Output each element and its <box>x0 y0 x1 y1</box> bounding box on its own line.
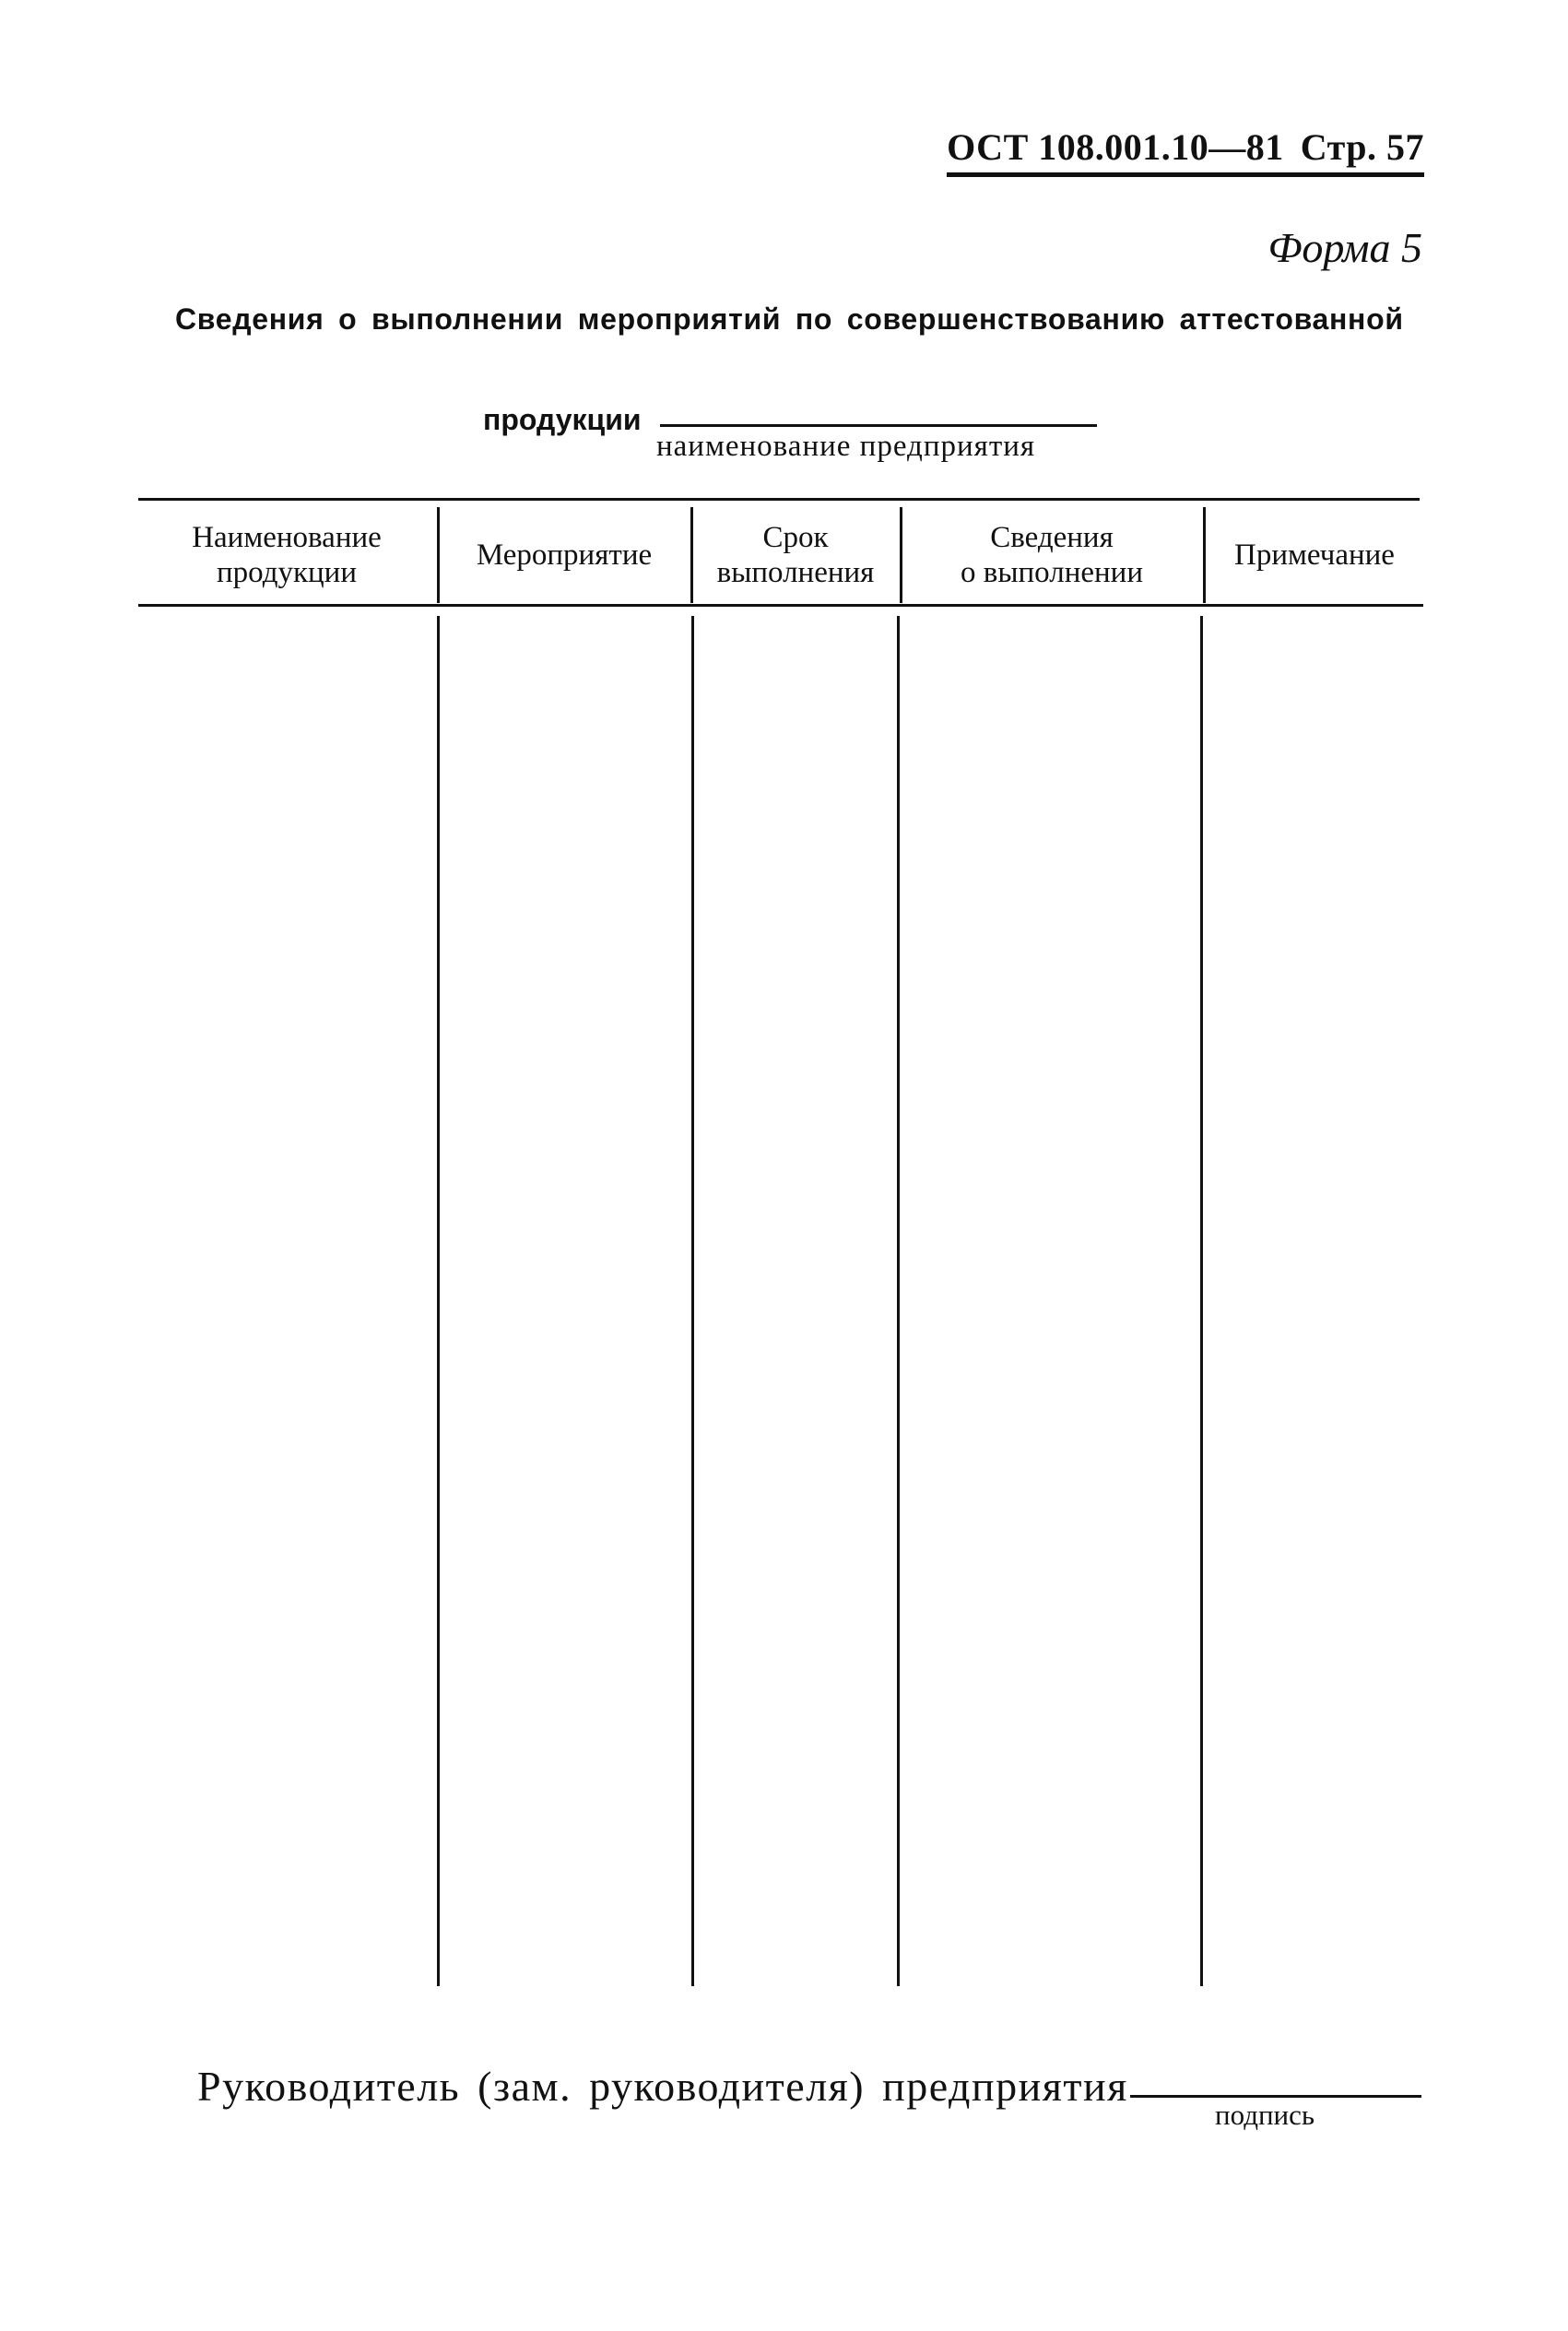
signature-field[interactable] <box>1130 2095 1421 2098</box>
enterprise-name-field[interactable] <box>660 424 1097 427</box>
column-divider-2 <box>691 616 694 1986</box>
products-label: продукции <box>483 403 642 436</box>
column-header-product: Наименование продукции <box>192 521 382 589</box>
column-divider-3 <box>897 616 900 1986</box>
standard-number: ОСТ 108.001.10—81 <box>947 126 1284 168</box>
table-top-rule <box>138 498 1420 501</box>
column-header-activity: Мероприятие <box>476 538 653 572</box>
signature-caption: подпись <box>1215 2099 1315 2131</box>
column-header-deadline: Срок выполнения <box>716 521 875 589</box>
signature-label: Руководитель (зам. руководителя) предприятия <box>197 2063 1128 2110</box>
column-divider-4 <box>1200 616 1203 1986</box>
document-header <box>947 125 1424 177</box>
form-title: Форма 5 <box>1267 224 1422 271</box>
enterprise-name-caption: наименование предприятия <box>656 430 1036 463</box>
form-heading: Сведения о выполнении мероприятий по совершенствованию аттестованной <box>175 302 1404 336</box>
column-divider-1 <box>437 616 440 1986</box>
page-number: Стр. 57 <box>1300 126 1424 168</box>
column-header-note: Примечание <box>1234 538 1395 572</box>
table-header-rule <box>138 604 1423 607</box>
column-header-status: Сведения о выполнении <box>961 521 1143 589</box>
